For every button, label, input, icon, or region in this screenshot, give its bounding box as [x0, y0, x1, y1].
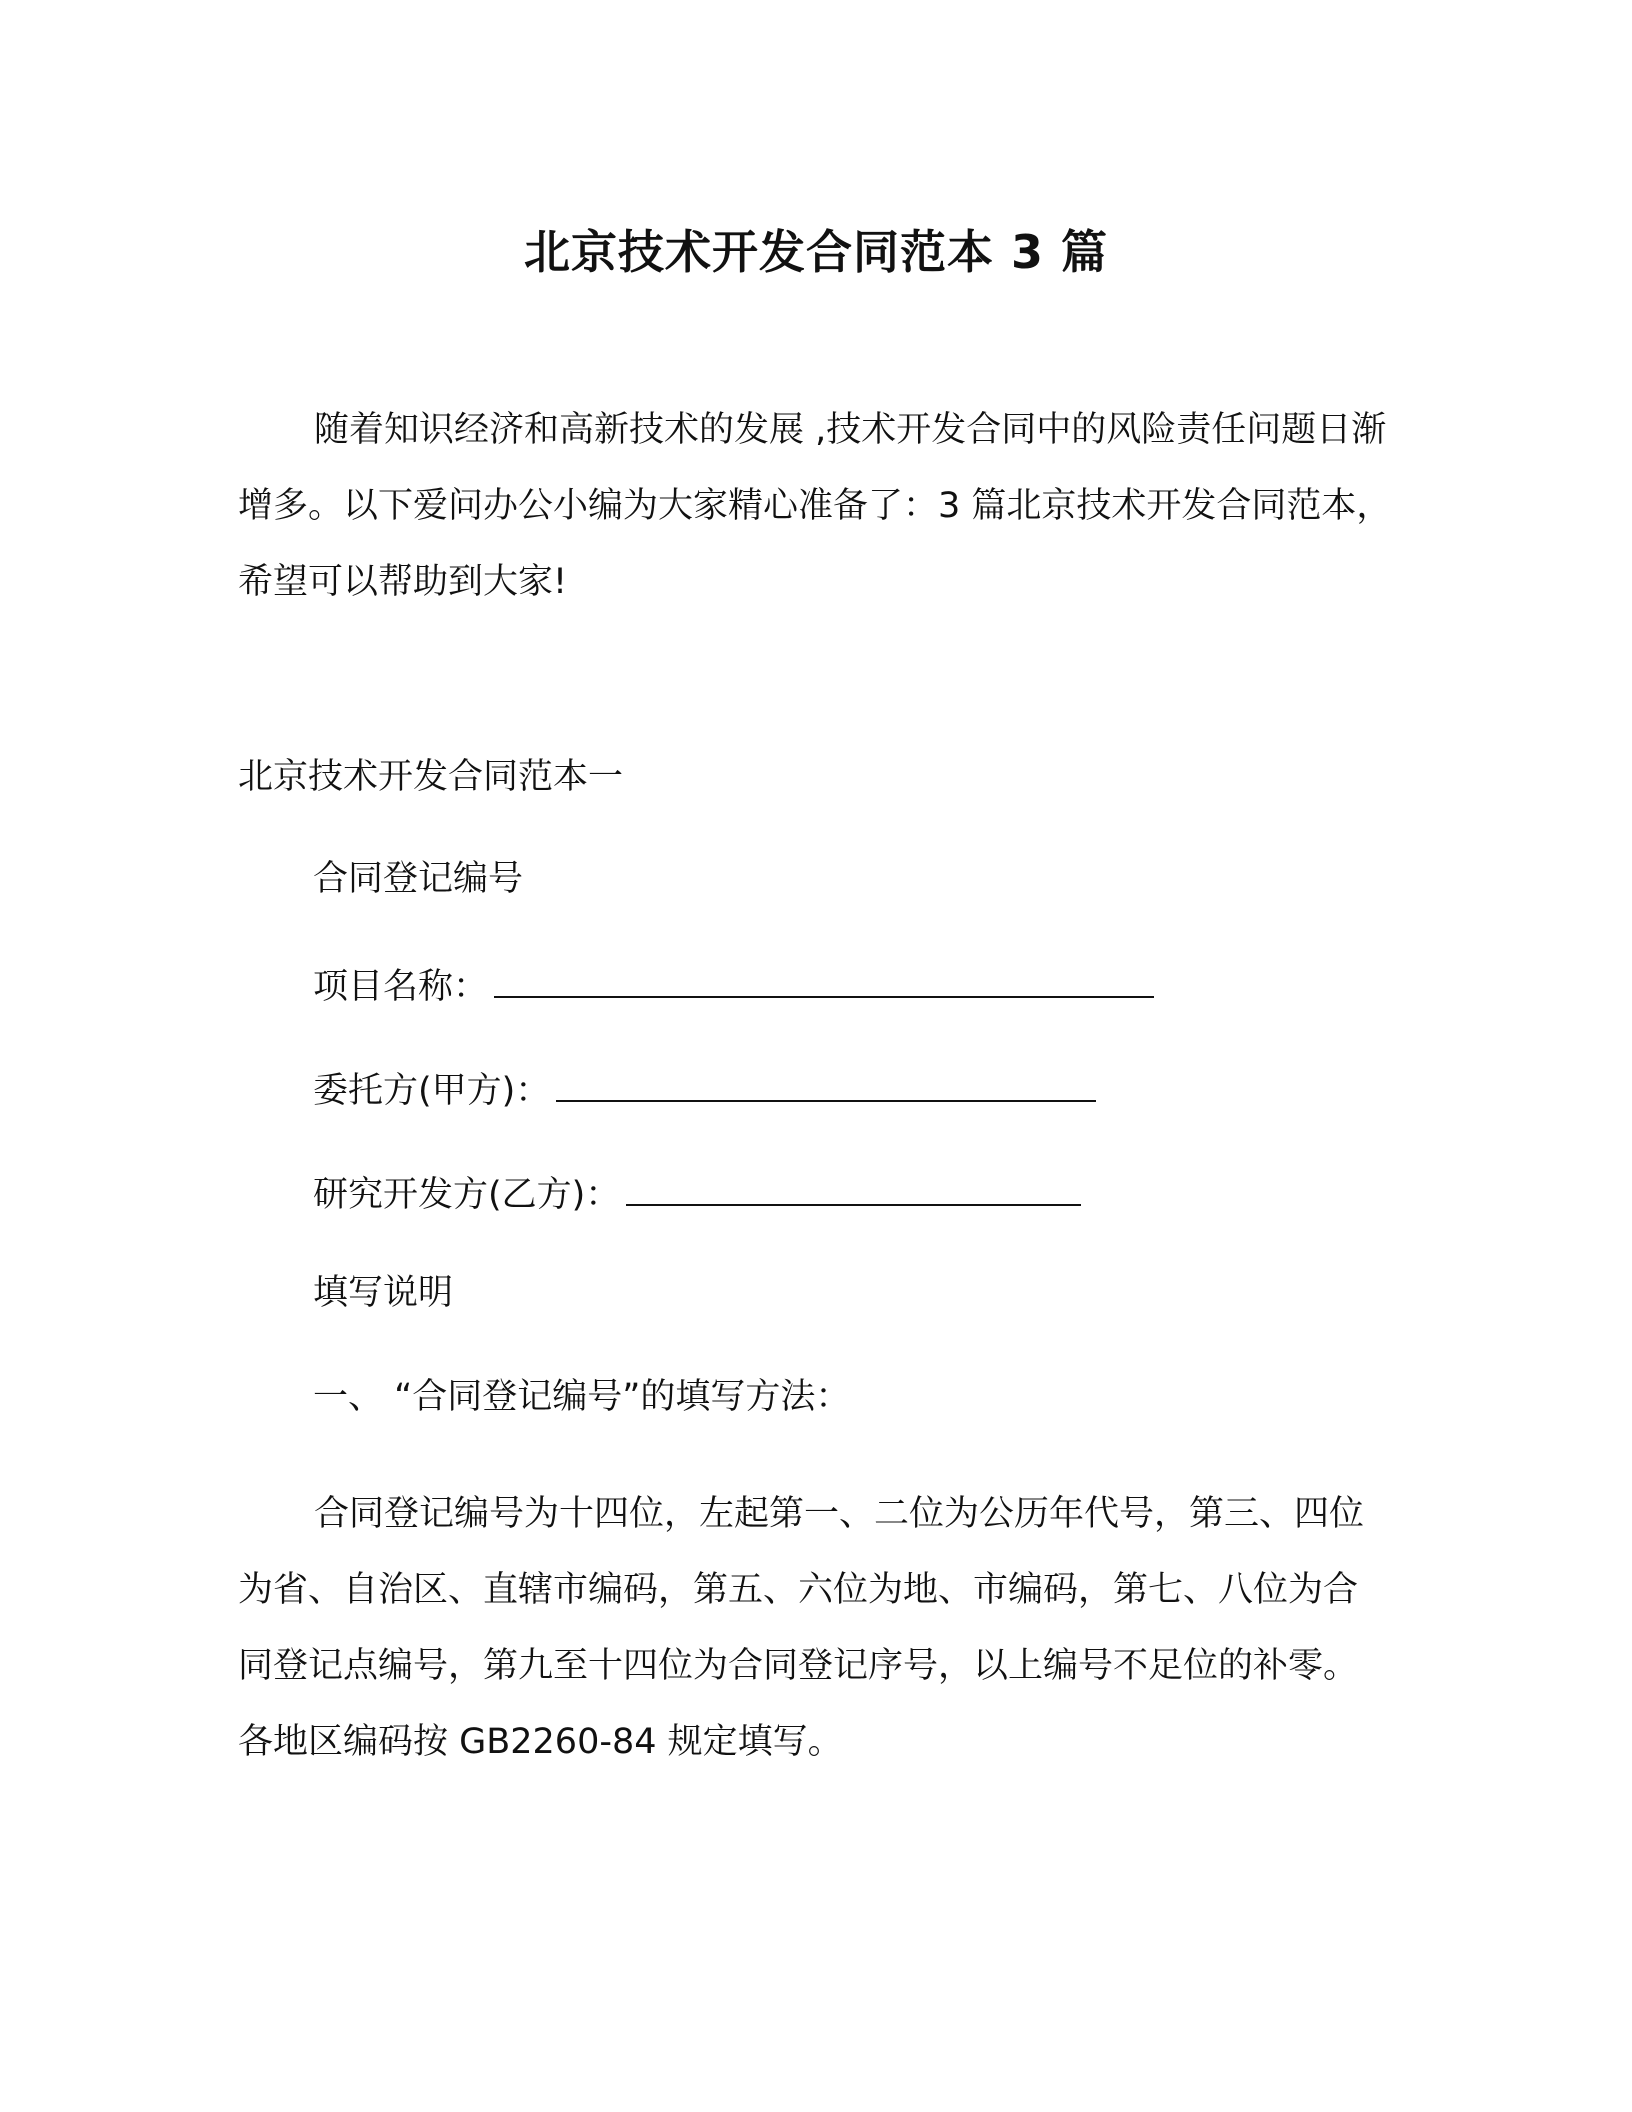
client-row	[313, 1066, 1096, 1116]
instructions-label: 填写说明	[313, 1273, 454, 1313]
section-heading: 北京技术开发合同范本一	[238, 757, 624, 797]
item-one-body: 合同登记编号为十四位，左起第一、二位为公历年代号，第三、四位为省、自治区、直辖市编码，第五、六位为地、市编码，第七、八位为合同登记点编号，第九至十四位为合同登记序号，以上编号不足位的补零。各地区编码按 GB2260-84 规定填写。	[238, 1494, 1365, 1762]
developer-label: 研究开发方(乙方)：	[313, 1175, 621, 1215]
intro-paragraph: 随着知识经济和高新技术的发展 ,技术开发合同中的风险责任问题日渐增多。以下爱问办公小编为大家精心准备了：3 篇北京技术开发合同范本，希望可以帮助到大家!	[238, 410, 1392, 602]
client-blank	[556, 1066, 1096, 1102]
developer-row	[313, 1170, 1081, 1220]
client-label: 委托方(甲方)：	[313, 1071, 551, 1111]
registration-number-label: 合同登记编号	[313, 859, 524, 899]
project-name-row	[313, 962, 1154, 1012]
project-name-label: 项目名称：	[313, 967, 489, 1007]
project-name-blank	[494, 962, 1154, 998]
developer-blank	[626, 1170, 1081, 1206]
item-one-heading: 一、 “合同登记编号”的填写方法：	[313, 1377, 851, 1417]
document-title: 北京技术开发合同范本 3 篇	[523, 225, 1109, 279]
